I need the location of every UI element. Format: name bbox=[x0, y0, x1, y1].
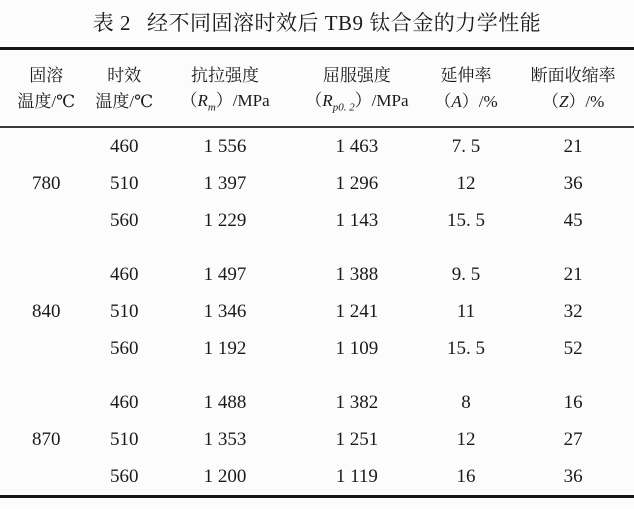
aging-temp-cell: 460 bbox=[110, 263, 139, 285]
tensile-strength-cell: 1 200 bbox=[203, 465, 247, 487]
elongation-cell: 15. 5 bbox=[446, 337, 485, 359]
yield-strength-cell: 1 109 bbox=[335, 337, 379, 359]
header-yield-strength-symbol: $(R_{p0. 2})$/MPa bbox=[305, 91, 409, 114]
aging-temp-cell: 460 bbox=[110, 135, 139, 157]
table-caption bbox=[0, 0, 634, 47]
reduction-of-area-cell: 36 bbox=[563, 465, 583, 487]
aging-temp-cell: 510 bbox=[110, 300, 139, 322]
table-caption-title: 经不同固溶时效后 TB9 钛合金的力学性能 bbox=[146, 11, 542, 35]
tensile-strength-cell: 1 229 bbox=[203, 209, 247, 231]
reduction-of-area-cell: 16 bbox=[563, 391, 583, 413]
header-solution-temp-line1: 固溶 bbox=[29, 66, 64, 85]
solution-temp-cell: 870 bbox=[32, 428, 61, 450]
header-solution-temp-unit: 温度/℃ bbox=[17, 92, 76, 112]
table-row bbox=[0, 202, 634, 239]
reduction-of-area-cell: 21 bbox=[563, 135, 583, 157]
tensile-strength-cell: 1 192 bbox=[203, 337, 247, 359]
header-reduction-of-area-symbol: （Z）/% bbox=[541, 92, 605, 112]
yield-strength-cell: 1 296 bbox=[335, 172, 379, 194]
elongation-cell: 15. 5 bbox=[446, 209, 485, 231]
header-aging-temp-line1: 时效 bbox=[107, 66, 142, 85]
aging-temp-cell: 560 bbox=[110, 465, 139, 487]
table-caption-number: 表 2 bbox=[92, 11, 131, 35]
elongation-cell: 8 bbox=[461, 391, 471, 413]
table-row bbox=[0, 384, 634, 421]
tensile-strength-cell: 1 497 bbox=[203, 263, 247, 285]
header-elongation-symbol: （A）/% bbox=[434, 92, 498, 112]
elongation-cell: 16 bbox=[456, 465, 476, 487]
yield-strength-cell: 1 388 bbox=[335, 263, 379, 285]
yield-strength-cell: 1 119 bbox=[335, 465, 378, 487]
tensile-strength-cell: 1 488 bbox=[203, 391, 247, 413]
table-header bbox=[0, 49, 634, 128]
reduction-of-area-cell: 27 bbox=[563, 428, 583, 450]
yield-strength-cell: 1 463 bbox=[335, 135, 379, 157]
tensile-strength-cell: 1 346 bbox=[203, 300, 247, 322]
aging-temp-cell: 510 bbox=[110, 172, 139, 194]
group-spacer bbox=[0, 367, 634, 384]
mechanical-properties-table bbox=[0, 47, 634, 498]
reduction-of-area-cell: 32 bbox=[563, 300, 583, 322]
table-row bbox=[0, 330, 634, 367]
table-row bbox=[0, 165, 634, 202]
header-tensile-strength-symbol: $(R_m)$/MPa bbox=[180, 91, 270, 114]
table-row bbox=[0, 256, 634, 293]
header-elongation-line1: 延伸率 bbox=[440, 66, 492, 85]
aging-temp-cell: 560 bbox=[110, 209, 139, 231]
header-tensile-strength-line1: 抗拉强度 bbox=[191, 66, 260, 85]
header-reduction-of-area-line1: 断面收缩率 bbox=[530, 66, 616, 85]
aging-temp-cell: 510 bbox=[110, 428, 139, 450]
table-row bbox=[0, 421, 634, 458]
table-row bbox=[0, 293, 634, 330]
header-yield-strength-line1: 屈服强度 bbox=[322, 66, 391, 85]
reduction-of-area-cell: 45 bbox=[563, 209, 583, 231]
aging-temp-cell: 460 bbox=[110, 391, 139, 413]
tensile-strength-cell: 1 556 bbox=[203, 135, 247, 157]
yield-strength-cell: 1 251 bbox=[335, 428, 379, 450]
aging-temp-cell: 560 bbox=[110, 337, 139, 359]
solution-temp-cell: 780 bbox=[32, 172, 61, 194]
elongation-cell: 12 bbox=[456, 172, 476, 194]
elongation-cell: 9. 5 bbox=[451, 263, 481, 285]
yield-strength-cell: 1 241 bbox=[335, 300, 379, 322]
solution-temp-cell: 840 bbox=[32, 300, 61, 322]
yield-strength-cell: 1 143 bbox=[335, 209, 379, 231]
reduction-of-area-cell: 36 bbox=[563, 172, 583, 194]
tensile-strength-cell: 1 397 bbox=[203, 172, 247, 194]
reduction-of-area-cell: 21 bbox=[563, 263, 583, 285]
reduction-of-area-cell: 52 bbox=[563, 337, 583, 359]
table-row bbox=[0, 127, 634, 165]
table-body bbox=[0, 127, 634, 497]
yield-strength-cell: 1 382 bbox=[335, 391, 379, 413]
tensile-strength-cell: 1 353 bbox=[203, 428, 247, 450]
group-spacer bbox=[0, 239, 634, 256]
elongation-cell: 7. 5 bbox=[451, 135, 481, 157]
elongation-cell: 12 bbox=[456, 428, 476, 450]
elongation-cell: 11 bbox=[456, 300, 476, 322]
header-aging-temp-unit: 温度/℃ bbox=[95, 92, 154, 112]
table-row bbox=[0, 458, 634, 497]
